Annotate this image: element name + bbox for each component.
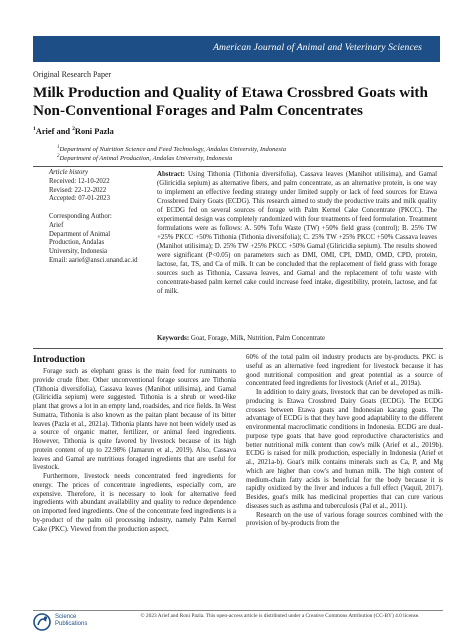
- corresponding-heading: Corresponding Author:: [49, 212, 112, 220]
- publisher-logo: [33, 612, 103, 632]
- author-name: Arief: [35, 126, 55, 136]
- abstract-label: Abstract:: [157, 171, 185, 178]
- paragraph: Furthermore, livestock needs concentrated feed ingredients for energy. The prices of concentrate ingredients, especially corn, are expensive. Therefore, it is necessary to look for alternative feed ingredients with abundant availability and quality to reduce dependence on imported feed ingredients. One of the concentrate feed ingredients is a by-product of the palm oil processing industry, namely Palm Kernel Cake (PKC). Viewed from the production aspect,: [33, 473, 236, 533]
- abstract-text: Using Tithonia (Tithonia diversifolia), Cassava leaves (Manihot utilisima), and Gamal (Gliricidia sepium) as alternative fibers, and palm concentrate, as an alternative protein, is one way to implement an effective feeding strategy under limited supply or lack of feed sources for Etawa Crossbreed Dairy Goats (ECDG). This research aimed to study the productive traits and milk quality of ECDG fed on several sources of forage with Palm Kernel Cake Concentrate (PKCC). The experimental design was completely randomized with four treatments of feed formulation. Treatment formulations were as follows: A. 50% Tofu Waste (TW) +50% field grass (control); B. 25% TW +25% PKCC +50% Tithonia (Tithonia diversifolia); C. 25% TW +25% PKCC +50% Cassava leaves (Manihot utilisima); D. 25% TW +25% PKCC +50% Gamal (Gliricidia sepium). The results showed were significant (P<0.05) on parameters such as DMI, OMI, CPI, DMD, OMD, CPD, protein, lactose, fat, TS, and Ca of milk. It can be concluded that the replacement of field grass with forage sources such as Tithonia, Cassava leaves, and Gamal and the replacement of tofu waste with concentrate-based palm kernel cake could increase feed intake, digestibility, protein, lactose, and fat of milk.: [157, 171, 437, 295]
- journal-name: American Journal of Animal and Veterinary Sciences: [213, 42, 422, 53]
- license-text: © 2023 Arief and Roni Pazla. This open-access article is distributed under a Creative Commons Attribution (CC-BY) 4.0 license.: [140, 613, 420, 619]
- article-history-heading: Article history: [49, 169, 89, 176]
- paragraph: 60% of the total palm oil industry products are by-products. PKC is useful as an alternative feed ingredient for livestock because it has good nutritional composition and great potential as a source of concentrated feed ingredients for livestock (Arief et al., 2019a).: [246, 354, 443, 388]
- affiliation-text: Department of Nutrition Science and Feed Technology, Andalas University, Indonesia: [59, 146, 287, 154]
- publisher-line: Science: [55, 614, 77, 620]
- affiliation-text: Department of Animal Production, Andalas University, Indonesia: [59, 155, 233, 163]
- divider: [33, 166, 443, 167]
- journal-banner: [33, 36, 440, 62]
- keywords-label: Keywords:: [157, 335, 190, 342]
- affiliation-sup: 1: [57, 145, 60, 150]
- keywords-text: Goat, Forage, Milk, Nutrition, Palm Concentrate: [190, 335, 326, 342]
- corresponding-line: Department of Animal: [49, 230, 111, 238]
- corresponding-line: Arief: [49, 221, 64, 229]
- author-joiner: and: [56, 126, 71, 136]
- author-sup: 1: [33, 126, 36, 132]
- revised-date: Revised: 22-12-2022: [49, 186, 107, 194]
- divider: [33, 348, 443, 349]
- abstract: [157, 170, 437, 296]
- body-column-right: [246, 354, 443, 529]
- publisher-line: Publications: [55, 621, 88, 627]
- corresponding-line: University, Indonesia: [49, 248, 108, 256]
- article-type: Original Research Paper: [33, 70, 112, 79]
- body-column-left: [33, 368, 236, 534]
- keywords: [157, 335, 437, 342]
- paragraph: Research on the use of various forage sources combined with the provision of by-products from the: [246, 511, 443, 528]
- corresponding-line: Production, Andalas: [49, 239, 105, 247]
- author-list: [33, 126, 114, 136]
- accepted-date: Accepted: 07-01-2023: [49, 195, 110, 203]
- affiliation-sup: 2: [57, 154, 60, 159]
- section-heading: Introduction: [33, 354, 86, 365]
- affiliation: [57, 154, 232, 162]
- author-sup: 2: [72, 126, 75, 132]
- received-date: Received: 12-10-2022: [49, 177, 110, 185]
- publisher-name: [55, 614, 87, 628]
- author-name: Roni Pazla: [74, 126, 114, 136]
- paper-title: Milk Production and Quality of Etawa Crossbred Goats with Non-Conventional Forages and Palm Concentrates: [33, 84, 428, 119]
- paragraph: Forage such as elephant grass is the main feed for ruminants to provide crude fiber. Other unconventional forage sources are Tithonia (Tithonia diversifolia), Cassava leaves (Manihot utilisima), and Gamal (Gliricidia sepium) were suggested. Tithonia is a shrub or weed-like plant that grows a lot in an empty land, roadsides, and rice fields. In West Sumatra, Tithonia is also known as the paitan plant because of its bitter leaves (Pazla et al., 2021a). Tithonia plants have not been widely used as a source of organic matter, fertilizer, or animal feed ingredients. However, Tithonia is quite favored by livestock because of its high protein content of up to 22.98% (Jamarun et al., 2019). Also, Cassava leaves and Gamal are nutritious foraged ingredients that are useful for livestock.: [33, 368, 236, 472]
- footer-divider: [33, 610, 443, 611]
- science-publications-icon: [33, 612, 51, 632]
- article-info-sidebar: [49, 169, 144, 266]
- corresponding-email: Email: aarief@ansci.unand.ac.id: [49, 256, 138, 264]
- paragraph: In addition to dairy goats, livestock that can be developed as milk-producing is Etawa Crossbred Dairy Goats (ECDG). The ECDG crosses between Etawa goats and Indonesian kacang goats. The advantage of ECDG is that they have good adaptability to the different environmental macroclimatic conditions in Indonesia. ECDG are dual-purpose type goats that have good reproductive characteristics and better nutritional milk content than cow's milk (Arief et al., 2019b). ECDG is raised for milk production, especially in Indonesia (Arief et al., 2021a-b). Goat's milk contains minerals such as Ca, P, and Mg which are higher than cow's and human milk. The high content of medium-chain fatty acids is beneficial for the body because it is rapidly oxidized by the liver and induces a full effect (Vaquil, 2017). Besides, goat's milk has medicinal properties that can cure various diseases such as asthma and tuberculosis (Pal et al., 2011).: [246, 389, 443, 510]
- affiliation: [57, 145, 286, 153]
